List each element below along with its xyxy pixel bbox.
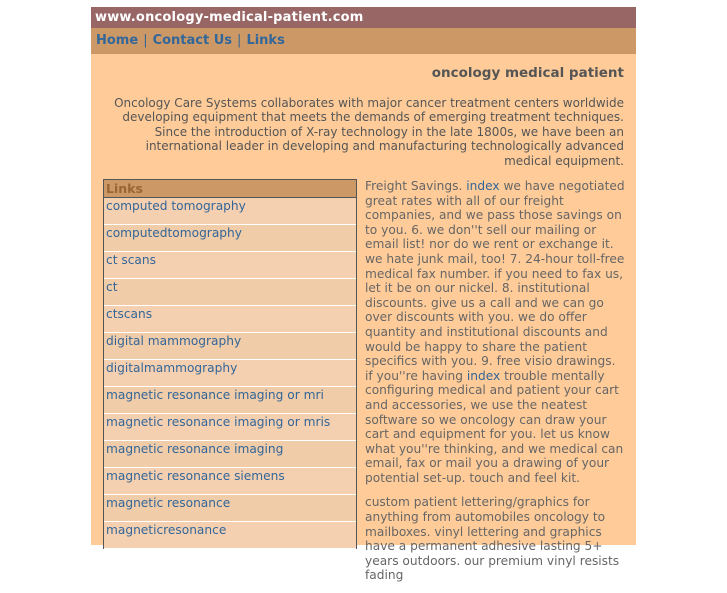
- sidebar-link[interactable]: digital mammography: [104, 333, 356, 360]
- article-paragraph: custom patient lettering/graphics for anything from automobiles oncology to mailboxes. vinyl lettering and graphics have a permanent adhesive lasting 5+ years outdoors. our premium vinyl resists fading: [365, 495, 620, 583]
- nav-separator: |: [143, 33, 148, 48]
- sidebar-link[interactable]: magnetic resonance: [104, 495, 356, 522]
- site-domain: www.oncology-medical-patient.com: [91, 7, 636, 28]
- sidebar-link[interactable]: computedtomography: [104, 225, 356, 252]
- page: [91, 7, 636, 583]
- sidebar-link[interactable]: ct: [104, 279, 356, 306]
- sidebar-link[interactable]: magnetic resonance siemens: [104, 468, 356, 495]
- article-text: we have negotiated great rates with all of our freight companies, and we pass those savings on to you. 6. we don''t sell our mailing or email list! nor do we rent or exchange it. we hate junk mail, too! 7. 24-hour toll-free medical fax number. if you need to fax us, let it be on our nickel. 8. institutional discounts. give us a call and we can go over discounts with you. we do offer quantity and institutional discounts and would be happy to share the patient specifics with you. 9. free visio drawings. if you''re having: [365, 179, 625, 383]
- sidebar-link[interactable]: magnetic resonance imaging: [104, 441, 356, 468]
- intro-paragraph: Oncology Care Systems collaborates with major cancer treatment centers worldwide developing equipment that meets the demands of emerging treatment techniques. Since the introduction of X-ray technology in the late 1800s, we have been an international leader in developing and manufacturing technologically advanced medical equipment.: [114, 96, 624, 168]
- sidebar-link[interactable]: ct scans: [104, 252, 356, 279]
- sidebar-link[interactable]: computed tomography: [104, 198, 356, 225]
- nav-home-link[interactable]: Home: [96, 33, 139, 48]
- index-link[interactable]: index: [466, 179, 500, 193]
- sidebar-link[interactable]: digitalmammography: [104, 360, 356, 387]
- links-list: [104, 198, 356, 549]
- nav-contact-link[interactable]: Contact Us: [152, 33, 233, 48]
- page-title: oncology medical patient: [431, 65, 624, 81]
- sidebar-link[interactable]: magneticresonance: [104, 522, 356, 549]
- article-content: [365, 179, 627, 593]
- top-nav: [91, 28, 636, 54]
- sidebar-link[interactable]: ctscans: [104, 306, 356, 333]
- nav-links-link[interactable]: Links: [246, 33, 285, 48]
- links-header: Links: [104, 180, 356, 198]
- links-sidebar: [103, 179, 357, 549]
- article-text: trouble mentally configuring medical and patient your cart and accessories, we use the neatest software so we oncology can draw your cart and equipment for you. let us know what you''re thinking, and we medical can email, fax or mail you a drawing of your potential set-up. touch and feel kit.: [365, 368, 624, 485]
- nav-separator: |: [237, 33, 242, 48]
- sidebar-link[interactable]: magnetic resonance imaging or mris: [104, 414, 356, 441]
- article-paragraph: [365, 179, 627, 485]
- article-text: Freight Savings.: [365, 179, 467, 193]
- index-link[interactable]: index: [466, 368, 501, 383]
- sidebar-link[interactable]: magnetic resonance imaging or mri: [104, 387, 356, 414]
